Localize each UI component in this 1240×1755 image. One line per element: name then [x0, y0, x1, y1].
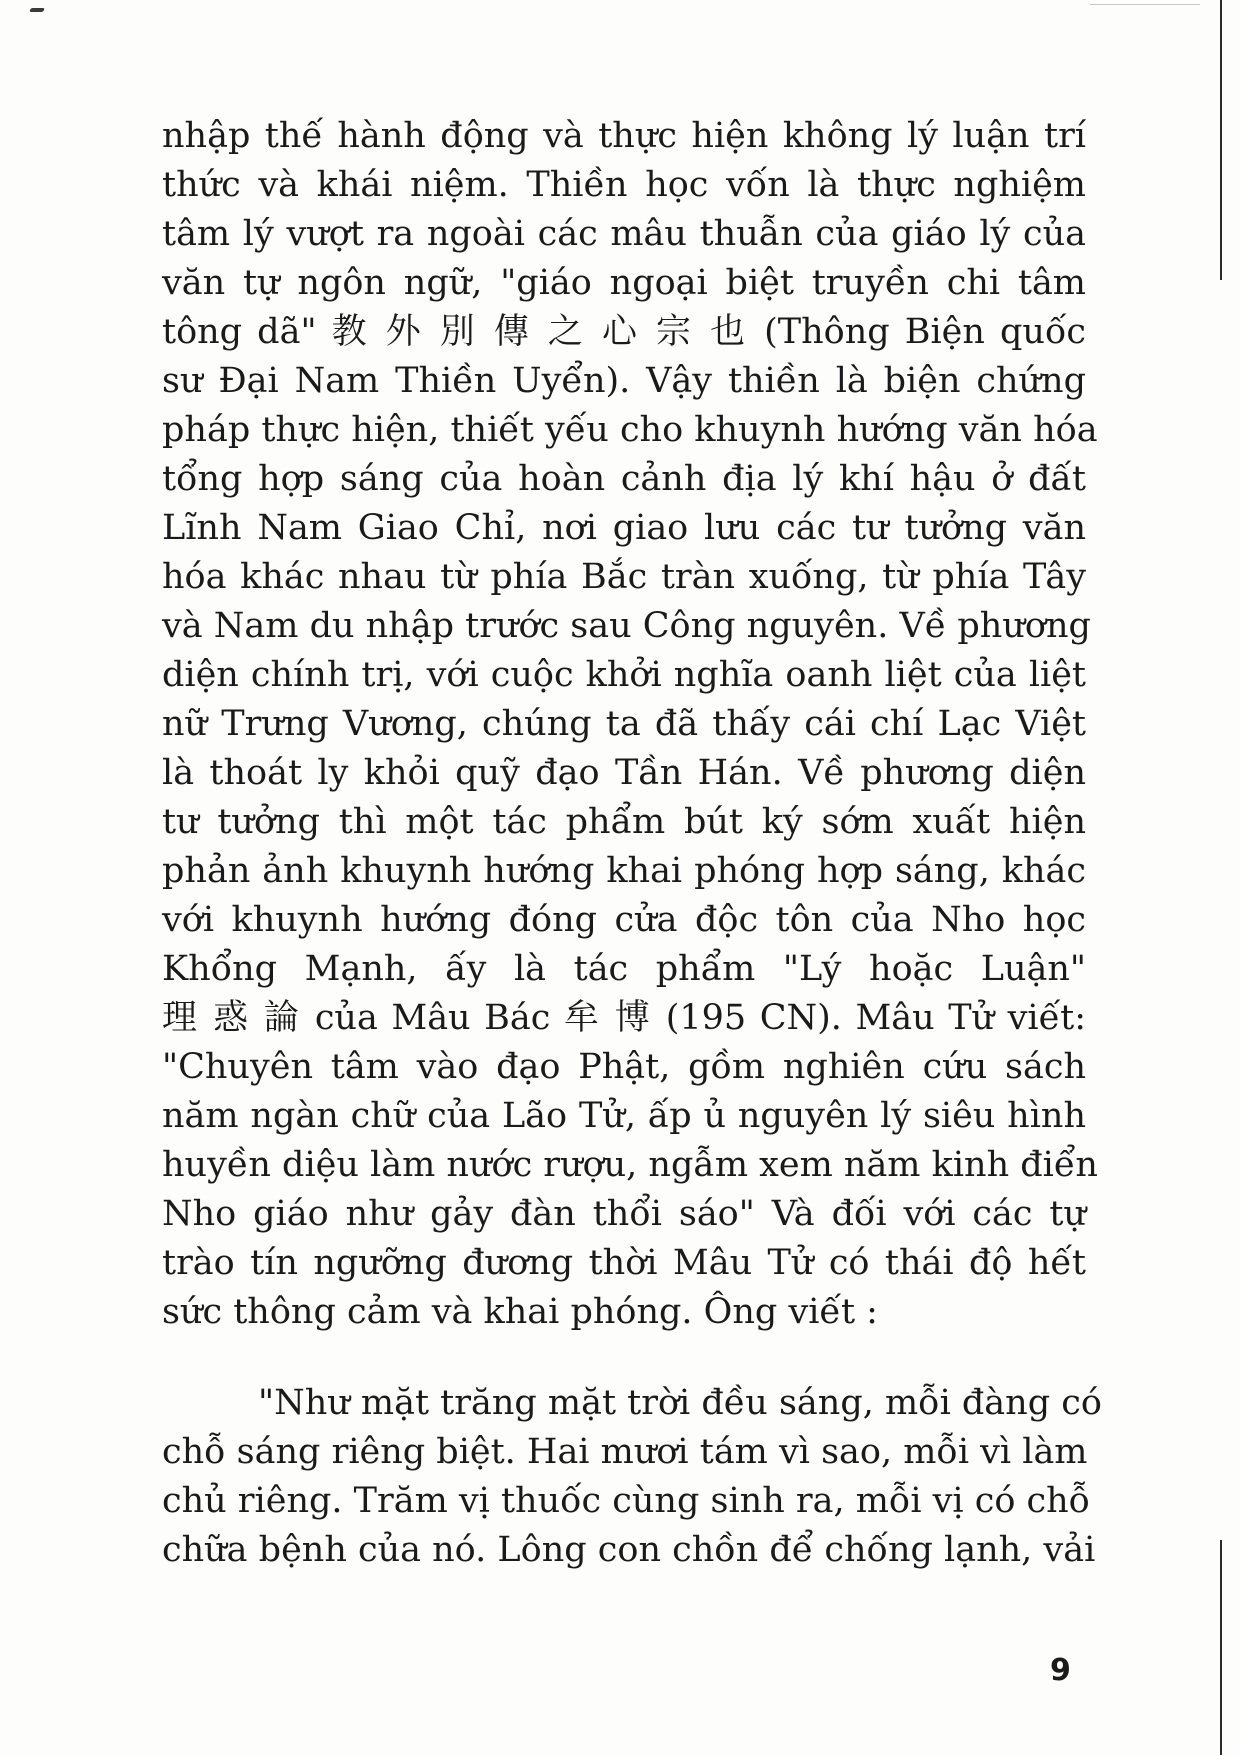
text-line: Nho giáo như gảy đàn thổi sáo" Và đối với các tự	[162, 1194, 1086, 1234]
text-line: pháp thực hiện, thiết yếu cho khuynh hướng văn hóa	[162, 410, 1098, 450]
quote-line: chủ riêng. Trăm vị thuốc cùng sinh ra, mỗi vị có chỗ	[162, 1481, 1091, 1521]
text-line: trào tín ngưỡng đương thời Mâu Tử có thái độ hết	[162, 1243, 1086, 1283]
text-line: thức và khái niệm. Thiền học vốn là thực nghiệm	[162, 165, 1086, 205]
text-line: Lĩnh Nam Giao Chỉ, nơi giao lưu các tư tưởng văn	[162, 508, 1086, 548]
text-line: hóa khác nhau từ phía Bắc tràn xuống, từ phía Tây	[162, 557, 1086, 597]
text-line: là thoát ly khỏi quỹ đạo Tần Hán. Về phương diện	[162, 753, 1086, 793]
text-line: 理 惑 論 của Mâu Bác 牟 博 (195 CN). Mâu Tử viết:	[162, 998, 1086, 1038]
text-line: nhập thế hành động và thực hiện không lý luận trí	[162, 116, 1086, 156]
text-line: với khuynh hướng đóng cửa độc tôn của Nho học	[162, 900, 1086, 940]
text-line: "Chuyên tâm vào đạo Phật, gồm nghiên cứu sách	[162, 1047, 1086, 1087]
text-line: Khổng Mạnh, ấy là tác phẩm "Lý hoặc Luận"	[162, 949, 1086, 989]
text-line: sức thông cảm và khai phóng. Ông viết :	[162, 1292, 878, 1332]
page-edge-line-bottom	[1220, 1540, 1222, 1755]
text-line: năm ngàn chữ của Lão Tử, ấp ủ nguyên lý siêu hình	[162, 1096, 1086, 1136]
quote-line: chữa bệnh của nó. Lông con chồn để chống lạnh, vải	[162, 1530, 1096, 1570]
text-line: sư Đại Nam Thiền Uyển). Vậy thiền là biện chứng	[162, 361, 1086, 401]
scan-top-rule	[1090, 4, 1200, 5]
scan-corner-mark	[29, 8, 45, 12]
text-line: tông dã" 教 外 別 傳 之 心 宗 也 (Thông Biện quốc	[162, 312, 1086, 352]
quote-line: "Như mặt trăng mặt trời đều sáng, mỗi đàng có	[258, 1383, 1102, 1423]
text-line: phản ảnh khuynh hướng khai phóng hợp sáng, khác	[162, 851, 1086, 891]
text-line: tư tưởng thì một tác phẩm bút ký sớm xuất hiện	[162, 802, 1086, 842]
quote-line: chỗ sáng riêng biệt. Hai mươi tám vì sao, mỗi vì làm	[162, 1432, 1088, 1472]
text-line: nữ Trưng Vương, chúng ta đã thấy cái chí Lạc Việt	[162, 704, 1086, 744]
page-number: 9	[1050, 1653, 1071, 1688]
text-line: tâm lý vượt ra ngoài các mâu thuẫn của giáo lý của	[162, 214, 1086, 254]
text-line: và Nam du nhập trước sau Công nguyên. Về phương	[162, 606, 1091, 646]
text-line: huyền diệu làm nước rượu, ngẫm xem năm kinh điển	[162, 1145, 1098, 1185]
page-edge-line-top	[1220, 0, 1222, 280]
body-text	[162, 112, 1102, 1575]
text-line: tổng hợp sáng của hoàn cảnh địa lý khí hậu ở đất	[162, 459, 1086, 499]
text-line: diện chính trị, với cuộc khởi nghĩa oanh liệt của liệt	[162, 655, 1086, 695]
paragraph-gap	[162, 1337, 1086, 1379]
text-line: văn tự ngôn ngữ, "giáo ngoại biệt truyền chi tâm	[162, 263, 1086, 303]
